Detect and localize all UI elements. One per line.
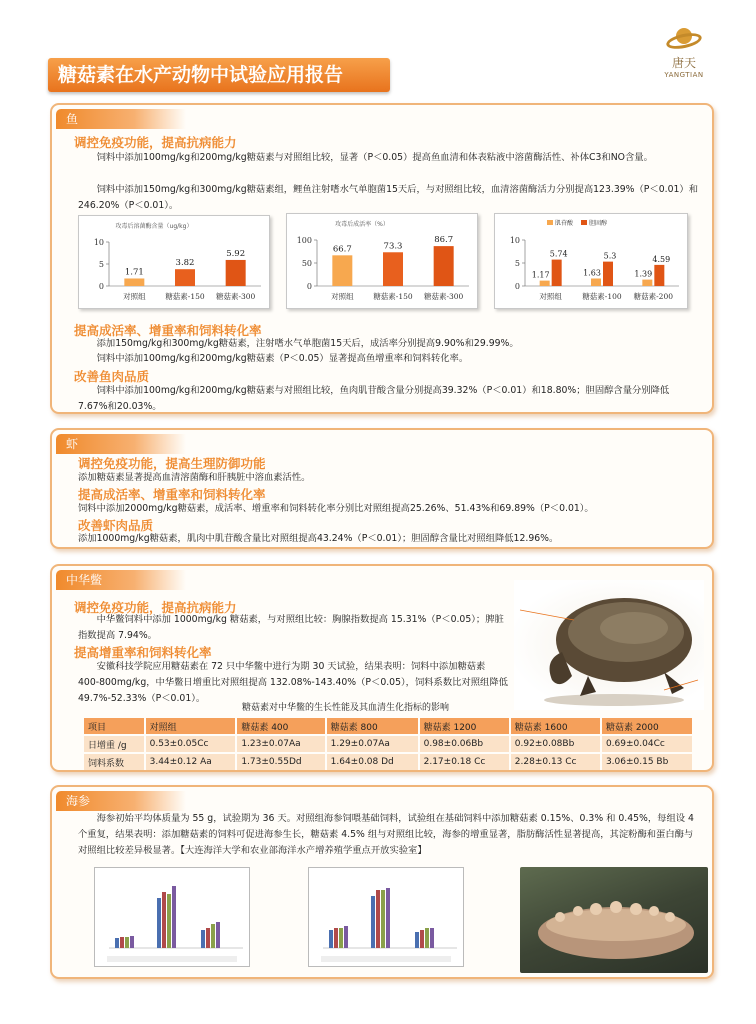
x-tick-label: 糖菇素-150 [165, 292, 205, 301]
turtle-tab: 中华鳖 [56, 570, 186, 590]
y-tick-label: 5 [514, 259, 520, 268]
bar [591, 279, 601, 286]
x-tick-label: 糖菇素-200 [633, 292, 674, 301]
fish-heading-quality: 改善鱼肉品质 [74, 369, 150, 384]
data-label: 5.92 [226, 248, 246, 259]
table-cell: 日增重 /g [84, 736, 144, 752]
table-cell: 2.28±0.13 Cc [511, 754, 600, 770]
sea-cucumber-enzyme-chart [94, 867, 250, 967]
data-label: 1.71 [124, 267, 144, 278]
bar [383, 252, 403, 286]
x-tick-label: 对照组 [123, 292, 146, 301]
chart-title: 攻毒后成活率（%） [335, 221, 389, 228]
turtle-photo [514, 580, 704, 710]
table-header-cell: 糖菇素 400 [237, 718, 324, 734]
turtle-heading-immunity: 调控免疫功能，提高抗病能力 [74, 600, 237, 615]
bar [540, 281, 550, 286]
data-label: 86.7 [434, 235, 454, 246]
sea-cucumber-photo [520, 867, 708, 973]
table-cell: 0.92±0.08Bb [511, 736, 600, 752]
data-label: 1.39 [634, 269, 653, 279]
table-header-cell: 项目 [84, 718, 144, 734]
turtle-heading-growth: 提高增重率和饲料转化率 [74, 645, 212, 660]
data-label: 5.3 [603, 251, 617, 261]
fish-tab: 鱼 [56, 109, 186, 129]
y-tick-label: 10 [509, 236, 520, 245]
shrimp-paragraph-1: 添加糖菇素显著提高血清溶菌酶和肝胰脏中溶血素活性。 [78, 472, 311, 483]
y-tick-label: 0 [514, 282, 520, 291]
shrimp-heading-immunity: 调控免疫功能，提高生理防御功能 [78, 456, 266, 471]
brand-logo [654, 26, 714, 90]
turtle-table-header [84, 718, 692, 734]
fish-section [50, 103, 714, 414]
shrimp-heading-growth: 提高成活率、增重率和饲料转化率 [78, 487, 266, 502]
table-cell: 1.73±0.55Dd [237, 754, 324, 770]
y-tick-label: 10 [93, 238, 104, 247]
chart-meat-quality [494, 213, 688, 309]
legend-label: 肌苷酸 [555, 220, 574, 227]
table-header-cell: 糖菇素 1200 [420, 718, 509, 734]
table-header-cell: 糖菇素 1600 [511, 718, 600, 734]
bar [654, 265, 664, 286]
turtle-table [82, 716, 694, 772]
fish-paragraph-5: 饲料中添加100mg/kg和200mg/kg糖菇素与对照组比较，鱼肉肌苷酸含量分别提高39.32%（P＜0.01）和18.80%；胆固醇含量分别降低7.67%和20.03%。 [78, 385, 670, 412]
fish-paragraph-1: 饲料中添加100mg/kg和200mg/kg糖菇素与对照组比较，显著（P＜0.05）提高鱼血清和体表粘液中溶菌酶活性、补体C3和NO含量。 [96, 152, 653, 163]
data-label: 5.74 [549, 249, 568, 259]
data-label: 73.3 [383, 241, 403, 252]
table-cell: 0.69±0.04Cc [602, 736, 692, 752]
bar [603, 262, 613, 286]
x-tick-label: 糖菇素-300 [215, 292, 256, 301]
x-tick-label: 糖菇素-100 [582, 292, 622, 301]
chart-survival [286, 213, 478, 309]
chart-lysozyme [78, 215, 270, 309]
y-tick-label: 5 [98, 260, 104, 269]
sea-cucumber-paragraph: 海参初始平均体质量为 55 g，试验期为 36 天。对照组海参饲喂基础饲料，试验组在基础饲料中添加糖菇素 0.15%、0.3% 和 0.45%，每组设 4 个重复，结果表明：添加糖菇素的饲料可促进海参生长，糖菇素 4.5% 组与对照组比较，海参的增重显著，脂肪酶活性显著提高，其淀粉酶和蛋白酶与对照组比较差异极显著。【大连海洋大学和农业部海洋水产增养殖学重点开放实验室】 [78, 813, 694, 856]
legend-swatch [547, 220, 553, 225]
fish-paragraph-4: 饲料中添加100mg/kg和200mg/kg糖菇素（P＜0.05）显著提高鱼增重率和饲料转化率。 [96, 353, 469, 364]
table-header-cell: 糖菇素 800 [327, 718, 418, 734]
table-cell: 1.23±0.07Aa [237, 736, 324, 752]
turtle-section [50, 564, 714, 772]
turtle-table-title: 糖菇素对中华鳖的生长性能及其血清生化指标的影响 [242, 703, 450, 713]
table-header-cell: 糖菇素 2000 [602, 718, 692, 734]
y-tick-label: 0 [306, 282, 312, 291]
table-header-cell: 对照组 [146, 718, 236, 734]
sea-cucumber-tab: 海参 [56, 791, 186, 811]
bar [642, 280, 652, 286]
table-cell: 2.17±0.18 Cc [420, 754, 509, 770]
logo-cn: 唐天 [671, 56, 696, 70]
bar [175, 269, 195, 286]
planet-logo-icon [664, 26, 704, 54]
logo-en: YANGTIAN [664, 71, 704, 79]
legend-label: 胆固醇 [589, 220, 608, 227]
fish-paragraph-2: 饲料中添加150mg/kg和300mg/kg糖菇素组，鲤鱼注射嗜水气单胞菌15天后，与对照组比较，血清溶菌酶活力分别提高123.39%（P＜0.01）和246.20%（P＜0.01）。 [78, 184, 698, 211]
table-cell: 0.98±0.06Bb [420, 736, 509, 752]
sea-cucumber-growth-chart [308, 867, 464, 967]
fish-heading-growth: 提高成活率、增重率和饲料转化率 [74, 323, 262, 338]
bar [434, 246, 454, 286]
bar [226, 260, 246, 286]
table-row [84, 754, 692, 770]
table-cell: 饲料系数 [84, 754, 144, 770]
turtle-paragraph-2: 安徽科技学院应用糖菇素在 72 只中华鳖中进行为期 30 天试验，结果表明：饲料中添加糖菇素 400-800mg/kg，中华鳖日增重比对照组提高 132.08%-143.40%（P＜0.05），饲料系数比对照组降低 49.7%-52.33%（P＜0.01）。 [78, 661, 508, 704]
x-tick-label: 对照组 [539, 292, 562, 301]
shrimp-tab: 虾 [56, 434, 186, 454]
data-label: 1.63 [583, 268, 601, 278]
table-cell: 1.29±0.07Aa [327, 736, 418, 752]
chart-title: 攻毒后溶菌酶含量（ug/kg） [115, 223, 193, 230]
sea-cucumber-section [50, 785, 714, 979]
shrimp-paragraph-3: 添加1000mg/kg糖菇素，肌肉中肌苷酸含量比对照组提高43.24%（P＜0.01）；胆固醇含量比对照组降低12.96%。 [78, 533, 559, 544]
x-tick-label: 对照组 [331, 292, 354, 301]
data-label: 1.17 [531, 270, 550, 280]
table-row [84, 736, 692, 752]
data-label: 3.82 [175, 258, 195, 269]
y-tick-label: 0 [98, 282, 104, 291]
shrimp-section [50, 428, 714, 549]
data-label: 4.59 [652, 254, 671, 264]
y-tick-label: 100 [296, 236, 312, 245]
table-cell: 3.44±0.12 Aa [146, 754, 236, 770]
shrimp-heading-quality: 改善虾肉品质 [78, 518, 154, 533]
data-label: 66.7 [332, 244, 352, 255]
bar [332, 255, 352, 286]
fish-heading-immunity: 调控免疫功能，提高抗病能力 [74, 135, 237, 150]
fish-paragraph-3: 添加150mg/kg和300mg/kg糖菇素，注射嗜水气单胞菌15天后，成活率分别提高9.90%和29.99%。 [96, 338, 519, 349]
table-cell: 0.53±0.05Cc [146, 736, 236, 752]
page-title: 糖菇素在水产动物中试验应用报告 [48, 58, 390, 92]
bar [552, 260, 562, 286]
turtle-paragraph-1: 中华鳖饲料中添加 1000mg/kg 糖菇素，与对照组比较：胸腺指数提高 15.31%（P＜0.05）；脾脏指数提高 7.94%。 [78, 614, 504, 641]
bar [124, 278, 144, 286]
y-tick-label: 50 [301, 259, 312, 268]
x-tick-label: 糖菇素-150 [373, 292, 413, 301]
table-cell: 1.64±0.08 Dd [327, 754, 418, 770]
legend-swatch [581, 220, 587, 225]
table-cell: 3.06±0.15 Bb [602, 754, 692, 770]
shrimp-paragraph-2: 饲料中添加2000mg/kg糖菇素，成活率、增重率和饲料转化率分别比对照组提高25.26%、51.43%和69.89%（P＜0.01）。 [78, 503, 594, 514]
x-tick-label: 糖菇素-300 [423, 292, 464, 301]
